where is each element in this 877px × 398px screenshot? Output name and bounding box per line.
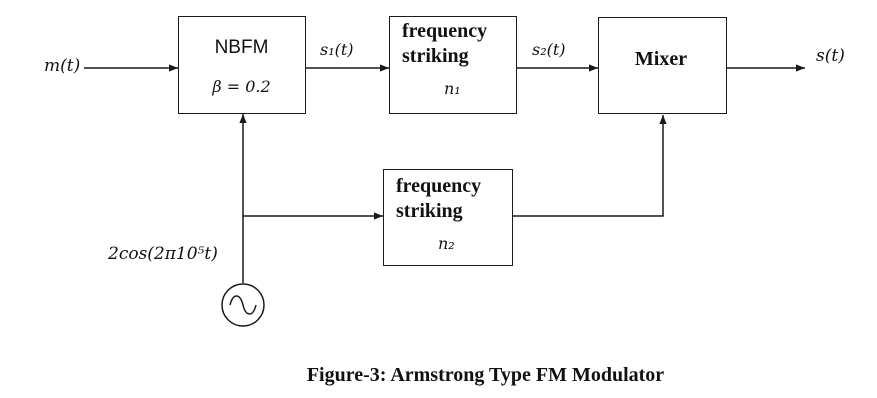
sine-source-icon bbox=[222, 284, 264, 326]
figure-caption: Figure-3: Armstrong Type FM Modulator bbox=[306, 364, 665, 386]
nbfm-block bbox=[178, 16, 306, 114]
nbfm-title: NBFM bbox=[214, 37, 269, 58]
input-label: m(t) bbox=[44, 56, 81, 76]
striking1-line2: striking bbox=[402, 45, 469, 67]
output-label: s(t) bbox=[816, 46, 845, 66]
mixer-block bbox=[598, 17, 727, 114]
frequency-striking-n1-block bbox=[389, 16, 517, 114]
striking2-line2: striking bbox=[396, 200, 463, 222]
mixer-title: Mixer bbox=[634, 48, 688, 70]
oscillator-label: 2cos(2π10⁵t) bbox=[108, 244, 218, 264]
striking2-line1: frequency bbox=[396, 175, 482, 197]
s2-label: s₂(t) bbox=[532, 40, 566, 59]
s1-label: s₁(t) bbox=[320, 40, 354, 59]
striking1-factor: n₁ bbox=[444, 79, 461, 98]
striking1-line1: frequency bbox=[402, 20, 488, 42]
nbfm-beta: β = 0.2 bbox=[212, 77, 271, 96]
frequency-striking-n2-block bbox=[383, 169, 513, 266]
striking2-factor: n₂ bbox=[438, 234, 455, 253]
striking2-to-mixer-arrow bbox=[512, 115, 663, 216]
